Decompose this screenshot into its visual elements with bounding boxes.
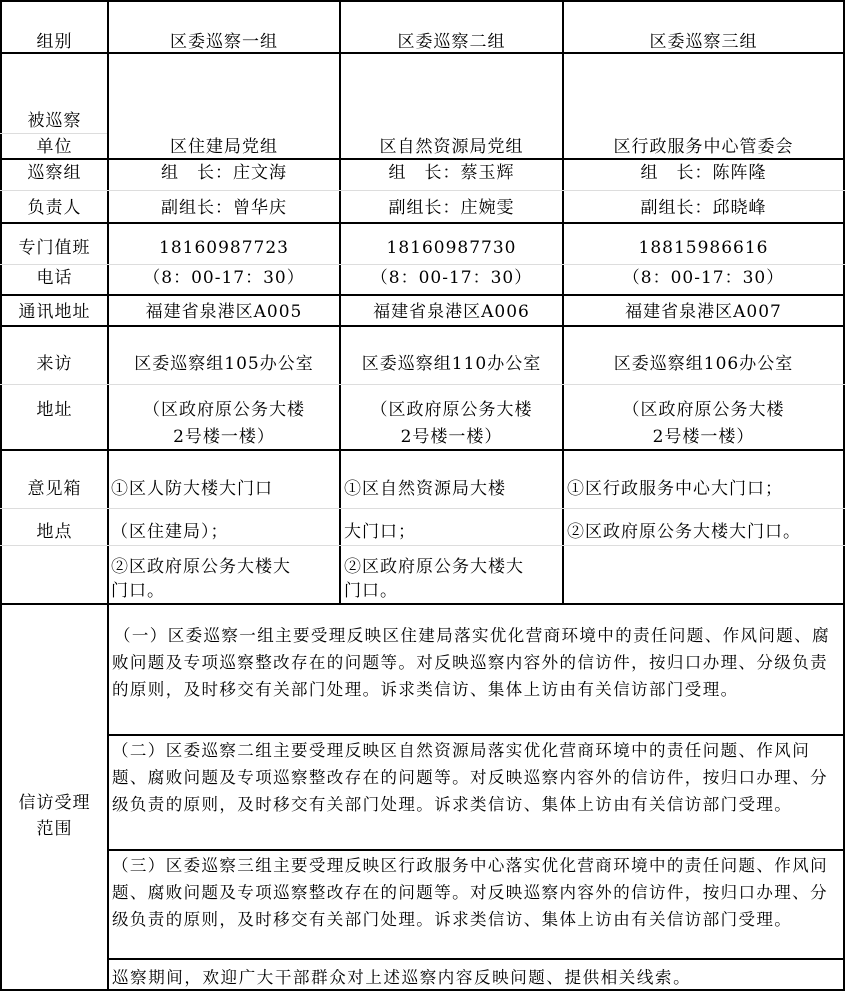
scope-paragraph-1: （一）区委巡察一组主要受理反映区住建局落实优化营商环境中的责任问题、作风问题、腐败问题及专项巡察整改存在的问题等。对反映巡察内容外的信访件，按归口办理、分级负责的原则，及时移交有关部门处理。诉求类信访、集体上访由有关信访部门受理。 — [112, 626, 830, 699]
row-divider — [0, 158, 845, 160]
mailbox-2-line: ②区政府原公务大楼大 — [344, 557, 524, 577]
scope-label: 信访受理 — [18, 793, 91, 813]
scope-paragraph-2: （二）区委巡察二组主要受理反映区自然资源局落实优化营商环境中的责任问题、作风问题、腐败问题及专项巡察整改存在的问题等。对反映巡察内容外的信访件，按归口办理、分级负责的原则，及时移交有关部门处理。诉求类信访、集体上访由有关信访部门受理。 — [112, 741, 828, 814]
address-label: 通讯地址 — [18, 302, 91, 322]
group-3-title: 区委巡察三组 — [649, 32, 758, 52]
mailbox-2-line: 门口。 — [344, 581, 398, 601]
phone-hours-2: （8：00-17：30） — [370, 268, 533, 288]
visit-office-3: 区委巡察组106办公室 — [613, 354, 794, 374]
phone-hours-3: （8：00-17：30） — [622, 268, 785, 288]
mailbox-2-line: 大门口； — [344, 522, 416, 542]
mailbox-1-line: 门口。 — [111, 581, 165, 601]
visit-label-2: 地址 — [36, 400, 73, 420]
phone-label-2: 电话 — [36, 268, 73, 288]
row-divider — [107, 958, 845, 960]
group-2-title: 区委巡察二组 — [397, 32, 506, 52]
target-unit-3: 区行政服务中心管委会 — [613, 137, 794, 157]
visit-floor-3: 2号楼一楼） — [652, 427, 755, 447]
visit-label: 来访 — [36, 354, 73, 374]
faint-gridline — [0, 190, 845, 191]
mailbox-3-line: ①区行政服务中心大门口； — [567, 479, 783, 499]
phone-label: 专门值班 — [18, 238, 91, 258]
phone-number-1: 18160987723 — [159, 238, 289, 258]
scope-label-2: 范围 — [36, 819, 73, 839]
row-divider — [0, 294, 845, 296]
mailbox-label: 意见箱 — [27, 479, 82, 499]
mailbox-3-line: ②区政府原公务大楼大门口。 — [567, 522, 801, 542]
visit-office-2: 区委巡察组110办公室 — [361, 354, 542, 374]
leaders-label: 巡察组 — [27, 163, 82, 183]
leader-2: 组 长：蔡玉辉 — [388, 163, 515, 183]
deputy-2: 副组长：庄婉雯 — [388, 198, 515, 218]
header-label: 组别 — [36, 32, 73, 52]
phone-number-2: 18160987730 — [386, 238, 517, 258]
mailbox-2-line: ①区自然资源局大楼 — [344, 479, 506, 499]
visit-building-3: （区政府原公务大楼 — [622, 400, 785, 420]
visit-building-1: （区政府原公务大楼 — [143, 400, 305, 420]
address-3: 福建省泉港区A007 — [625, 302, 782, 322]
mailbox-1-line: ②区政府原公务大楼大 — [111, 557, 291, 577]
scope-closing: 巡察期间，欢迎广大干部群众对上述巡察内容反映问题、提供相关线索。 — [112, 968, 692, 987]
faint-gridline — [0, 264, 845, 265]
row-divider — [107, 849, 845, 851]
faint-gridline — [0, 545, 845, 546]
faint-gridline — [0, 508, 845, 509]
address-2: 福建省泉港区A006 — [373, 302, 530, 322]
row-divider — [0, 603, 845, 605]
target-unit-label-2: 单位 — [36, 137, 73, 157]
leaders-label-2: 负责人 — [27, 198, 82, 218]
address-1: 福建省泉港区A005 — [145, 302, 303, 322]
phone-number-3: 18815986616 — [638, 238, 769, 258]
group-1-title: 区委巡察一组 — [170, 32, 278, 52]
visit-floor-2: 2号楼一楼） — [400, 427, 503, 447]
leader-1: 组 长：庄文海 — [161, 163, 287, 183]
visit-floor-1: 2号楼一楼） — [173, 427, 275, 447]
deputy-1: 副组长：曾华庆 — [161, 198, 287, 218]
target-unit-label: 被巡察 — [27, 111, 82, 131]
faint-gridline — [0, 384, 845, 385]
visit-building-2: （区政府原公务大楼 — [370, 400, 533, 420]
mailbox-1-line: （区住建局）； — [111, 522, 229, 542]
deputy-3: 副组长：邱晓峰 — [640, 198, 767, 218]
leader-3: 组 长：陈阵隆 — [640, 163, 767, 183]
border-top — [0, 0, 845, 2]
row-divider — [0, 325, 845, 327]
mailbox-label-2: 地点 — [36, 522, 73, 542]
row-divider — [0, 222, 845, 224]
row-divider — [107, 734, 845, 736]
scope-paragraph-3: （三）区委巡察三组主要受理反映区行政服务中心落实优化营商环境中的责任问题、作风问题、腐败问题及专项巡察整改存在的问题等。对反映巡察内容外的信访件，按归口办理、分级负责的原则，及时移交有关部门处理。诉求类信访、集体上访由有关信访部门受理。 — [112, 856, 828, 929]
target-unit-2: 区自然资源局党组 — [379, 137, 524, 157]
target-unit-1: 区住建局党组 — [170, 137, 278, 157]
faint-gridline — [0, 133, 107, 134]
mailbox-1-line: ①区人防大楼大门口 — [111, 479, 273, 499]
visit-office-1: 区委巡察组105办公室 — [134, 354, 314, 374]
phone-hours-1: （8：00-17：30） — [143, 268, 305, 288]
row-divider — [0, 449, 845, 451]
